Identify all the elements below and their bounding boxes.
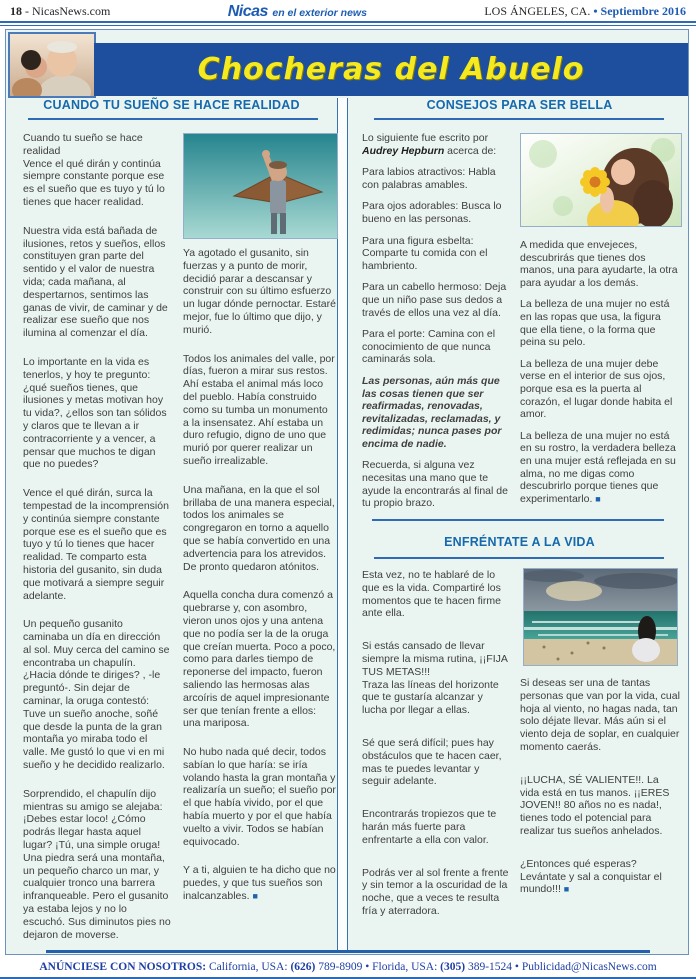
brand-logo: Nicas: [227, 2, 268, 20]
paragraph: Vence el qué dirán, surca la tempestad de la incomprensión y continúa siempre constante porque ese es el sueño que es tuyo y tú lo tienes que hacer realidad. Te comparto esta historia del gusanito, sin duda que motivará a siempre seguir adelante.: [23, 487, 169, 602]
footer-bullet: •: [365, 961, 370, 973]
paragraph: Esta vez, no te hablaré de lo que es la vida. Compartiré los momentos que te hacen firme ante ella.: [362, 569, 501, 620]
location-text: LOS ÁNGELES, CA.: [484, 4, 591, 18]
paragraph-line: Traza las líneas del horizonte que te gustaría alcanzar y lucha por llegar a ellas.: [362, 678, 499, 717]
beach-image-frame: [523, 568, 678, 666]
paragraph: [183, 864, 336, 902]
footer-ad-strip: [0, 961, 696, 973]
paragraph-text: La belleza de una mujer no está en su rostro, la verdadera belleza en una mujer está reflejada en su alma, no me digas como descubrirlo porque tienes que experimentarlo.: [520, 429, 676, 505]
paragraph: [362, 132, 510, 157]
paragraph: Todos los animales del valle, por días, fueron a mirar sus restos. Ahí estaba el animal más loco del pueblo. Había construido como su tumba un monumento a la insensatez. Ahí estaba un duro refugio, digno de uno que murió por querer realizar un sueño irrealizable.: [183, 352, 335, 467]
paragraph: No hubo nada qué decir, todos sabían lo que haría: se iría volando hasta la gran montaña y realizaría un sueño; el sueño por el que había vivido, por el que había muerto y por el que había vuelto a vivir. Todos se habían equivocado.: [183, 746, 336, 848]
paragraph-text: acerca de:: [444, 144, 497, 157]
bullet-separator: •: [593, 4, 598, 18]
column-gutter: [337, 98, 348, 951]
tip-paragraph: Para labios atractivos: Habla con palabras amables.: [362, 166, 496, 191]
footer-california-label: California, USA:: [208, 961, 288, 973]
end-of-article-marker: ■: [252, 891, 258, 902]
enfrentate-column-1: [362, 569, 510, 951]
issue-date: Septiembre 2016: [600, 4, 686, 18]
page-number: 18: [10, 4, 22, 18]
end-of-article-marker: ■: [563, 884, 570, 895]
paragraph: Lo importante en la vida es tenerlos, y hoy te pregunto: ¿qué sueños tienes, que ilusiones y metas motivan hoy tu vida?, ¿ellos son tan sólidos y claros que te llevan a ir contracorriente y a vencer, a pensar que muchos te digan que no puedes?: [23, 355, 167, 471]
paragraph: Nuestra vida está bañada de ilusiones, retos y sueños, ellos constituyen gran parte del sentido y el valor de nuestra vida; cada mañana, al despertarnos, sentimos las ganas de vivir, de caminar y de realizar ese sueño que nos ilumina al comenzar el día.: [23, 224, 168, 340]
footer-bullet: •: [514, 961, 519, 973]
paragraph: A medida que envejeces, descubrirás que tienes dos manos, una para ayudarte, la otra para ayudar a los demás.: [520, 239, 678, 289]
paragraph: Sé que será difícil; pues hay obstáculos que te hacen caer, mas te puedes levantar y seguir adelante.: [362, 736, 502, 788]
grandfather-child-photo: [10, 34, 94, 96]
paragraph: Si deseas ser una de tantas personas que van por la vida, cual hoja al viento, no hagas nada, tan solo déjate llevar. Más aún si el viento deja de soplar, en cualquier momento caerás.: [520, 677, 680, 753]
tip-paragraph: Para ojos adorables: Busca lo bueno en las personas.: [362, 200, 502, 225]
content-box: [5, 29, 689, 955]
footer-california-areacode: (626): [290, 961, 316, 973]
masthead: [0, 0, 696, 21]
paragraph: Un pequeño gusanito caminaba un día en dirección al sol. Muy cerca del camino se encontraba un chapulín. ¿Hacia dónde te diriges? , -le preguntó-. Sin dejar de caminar, la oruga contestó: Tuve un sueño anoche, soñé que desde la punta de la gran montaña yo miraba todo el valle. Me gustó lo que vi en mi sueño y he decidido realizarlo.: [23, 618, 170, 772]
masthead-page-number: [10, 4, 110, 19]
section-banner-title: Chocheras del Abuelo: [197, 52, 585, 87]
woman-flower-photo: [521, 134, 681, 226]
paragraph: Aquella concha dura comenzó a quebrarse y, con asombro, vieron unos ojos y una antena que no podía ser la de la oruga que creían muerta. Poco a poco, como para darles tiempo de reponerse del impacto, fueron saliendo las hermosas alas arcoíris de aquel impresionante ser que tenían frente a ellos: una mariposa.: [183, 589, 336, 730]
paragraph: Sorprendido, el chapulín dijo mientras su amigo se alejaba: ¡Debes estar loco! ¿Cómo podrás llegar hasta aquel lugar? ¡Tú, una simple oruga! Una piedra será una montaña, un pequeño charco un mar, y cualquier tronco una barrera infranqueable. Pero el gusanito ya estaba lejos y no lo escuchó. Sus diminutos pies no dejaron de moverse.: [23, 787, 171, 941]
tip-paragraph: Para el porte: Camina con el conocimiento de que nunca caminarás sola.: [362, 328, 496, 366]
title-rule-consejos: [374, 118, 664, 120]
paragraph: Encontrarás tropiezos que te harán más fuerte para enfrentarte a ella con valor.: [362, 808, 497, 846]
site-name: - NicasNews.com: [22, 4, 111, 18]
content-bottom-rule: [46, 950, 650, 953]
banner-photo-frame: [8, 32, 96, 98]
article-title-consejos: CONSEJOS PARA SER BELLA: [426, 98, 613, 112]
paragraph: Recuerda, si alguna vez necesitas una mano que te ayude la encontrarás al final de tu propio brazo.: [362, 459, 508, 510]
paragraph-text: Lo siguiente fue escrito por: [362, 132, 489, 144]
end-of-article-marker: ■: [595, 493, 601, 504]
left-article-column-1: [23, 132, 171, 950]
title-rule-enfrentate: [374, 557, 664, 559]
author-name: Audrey Hepburn: [362, 144, 445, 157]
enfrentate-column-2: [520, 677, 680, 951]
footer-florida-label: Florida, USA:: [372, 961, 438, 973]
consejos-column-2: [520, 239, 680, 520]
paragraph: [520, 430, 680, 506]
paragraph-line: Vence el qué dirán y continúa siempre constante porque ese es el sueño que es tuyo y tú lo tienes que hacer realidad.: [23, 157, 165, 208]
paragraph: Podrás ver al sol frente a frente y sin temor a la oscuridad de la noche, que a veces te resulta fría y aterradora.: [362, 866, 509, 917]
section-banner: [94, 43, 688, 96]
footer-florida-areacode: (305): [440, 961, 466, 973]
title-rule-left: [28, 118, 318, 120]
footer-california-phone: 789-8909: [318, 961, 363, 973]
paragraph: La belleza de una mujer debe verse en el interior de sus ojos, porque esa es la puerta al corazón, el lugar donde habita el amor.: [520, 357, 673, 421]
beach-woman-photo: [524, 569, 677, 665]
tip-paragraph: Para un cabello hermoso: Deja que un niño pase sus dedos a través de ellos una vez al día.: [362, 281, 507, 319]
footer-label: ANÚNCIESE CON NOSOTROS:: [39, 961, 207, 973]
paragraph: ¡¡LUCHA, SÉ VALIENTE!!. La vida está en tus manos. ¡¡ERES JOVEN!! 80 años no es nada!, tienes todo el potencial para realizar tus sueños anhelados.: [520, 773, 670, 837]
consejos-column-1: [362, 132, 510, 518]
footer-florida-phone: 389-1524: [467, 961, 513, 973]
article-title-enfrentate: ENFRÉNTATE A LA VIDA: [444, 535, 595, 549]
section-divider-rule: [372, 519, 664, 521]
paragraph-line: Si estás cansado de llevar siempre la misma rutina, ¡¡FIJA TUS METAS!!!: [362, 640, 508, 678]
paragraph: Una mañana, en la que el sol brillaba de una manera especial, todos los animales se congregaron en torno a aquello que se había convertido en una advertencia para los atrevidos. De pronto quedaron atónitos.: [183, 483, 335, 573]
left-article-column-2: [183, 247, 336, 950]
yellow-flower: [580, 167, 610, 197]
paragraph: [362, 640, 510, 717]
masthead-dateline: [484, 4, 686, 19]
footer-email: Publicidad@NicasNews.com: [521, 961, 657, 973]
boy-cardboard-wings-photo: [184, 134, 337, 238]
paragraph: Ya agotado el gusanito, sin fuerzas y a punto de morir, decidió parar a descansar y construir con su último esfuerzo un lugar dónde pernoctar. Estaré mejor, fue lo último que dijo, y murió.: [183, 247, 336, 336]
masthead-brand: [228, 3, 367, 21]
paragraph: La belleza de una mujer no está en las ropas que usa, la figura que ella tiene, o la forma que peina su pelo.: [520, 298, 670, 349]
quote-paragraph: Las personas, aún más que las cosas tienen que ser reafirmadas, renovadas, revitalizadas, reclamadas, y redimidas; nunca pases por encima de nadie.: [362, 374, 502, 450]
article-title-cuando-tu-sueno: CUANDO TU SUEÑO SE HACE REALIDAD: [43, 98, 300, 112]
beauty-image-frame: [520, 133, 682, 227]
paragraph-text: ¿Entonces qué esperas? Levántate y sal a conquistar el mundo!!!: [520, 857, 662, 896]
tip-paragraph: Para una figura esbelta: Comparte tu comida con el hambriento.: [362, 234, 488, 272]
paragraph-text: Y a ti, alguien te ha dicho que no puedes, y que tus sueños son inalcanzables.: [183, 864, 336, 903]
masthead-rule: [0, 21, 696, 26]
dream-kid-image-frame: [183, 133, 338, 239]
paragraph: [520, 858, 680, 896]
paragraph-line: Cuando tu sueño se hace realidad: [23, 132, 143, 157]
brand-tagline: en el exterior news: [272, 6, 367, 19]
paragraph: [23, 132, 171, 209]
